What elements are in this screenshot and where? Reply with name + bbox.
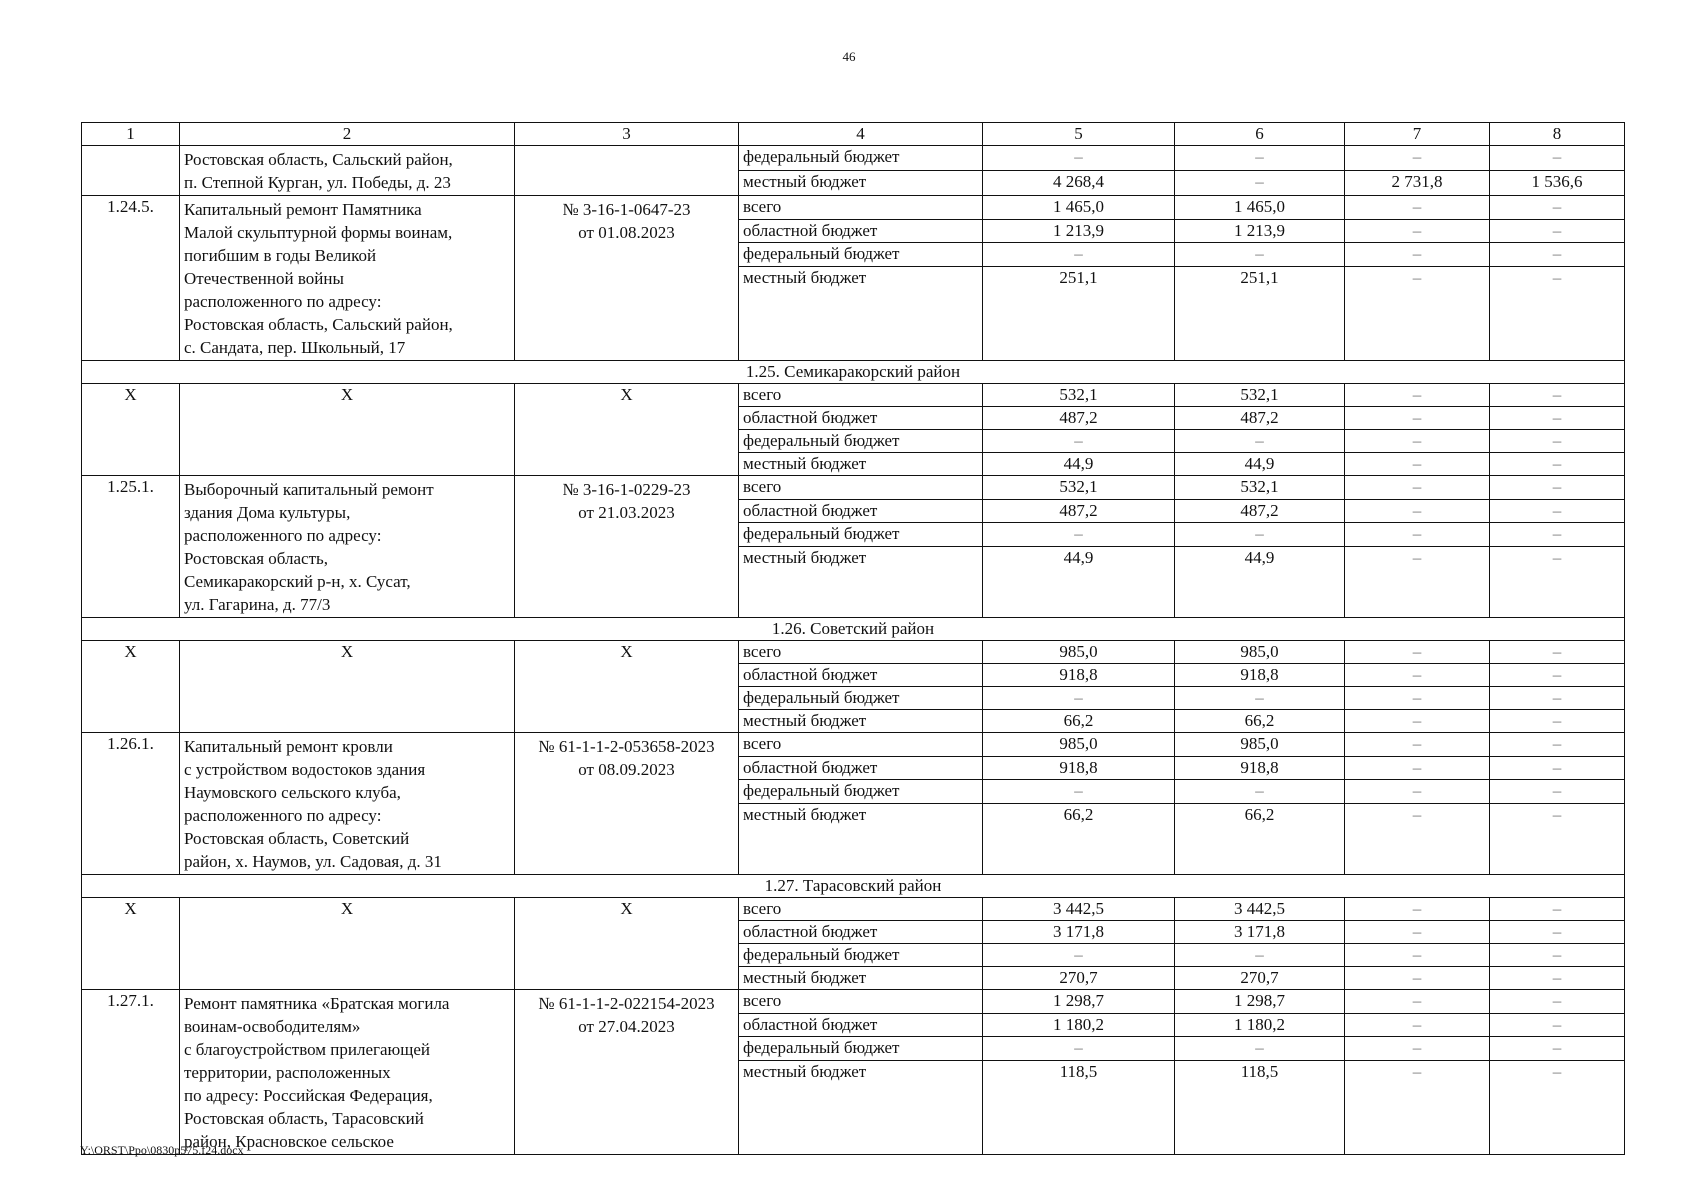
- value-cell: –: [1345, 1037, 1490, 1061]
- value-cell: –: [1490, 967, 1625, 990]
- value-cell: –: [1490, 921, 1625, 944]
- value-cell: –: [1490, 523, 1625, 547]
- value-cell: 532,1: [983, 476, 1175, 500]
- x-marker: X: [82, 641, 180, 733]
- value-cell: 985,0: [1175, 733, 1345, 757]
- value-cell: –: [1175, 243, 1345, 267]
- value-cell: 3 442,5: [983, 898, 1175, 921]
- value-cell: –: [1345, 1013, 1490, 1037]
- value-cell: –: [1490, 1013, 1625, 1037]
- budget-label: федеральный бюджет: [739, 146, 983, 171]
- budget-label: местный бюджет: [739, 453, 983, 476]
- budget-label: областной бюджет: [739, 499, 983, 523]
- value-cell: –: [1175, 430, 1345, 453]
- value-cell: 985,0: [983, 641, 1175, 664]
- value-cell: 1 536,6: [1490, 171, 1625, 196]
- value-cell: –: [1345, 407, 1490, 430]
- value-cell: –: [1175, 1037, 1345, 1061]
- page-number: 46: [842, 49, 856, 64]
- budget-label: всего: [739, 384, 983, 407]
- value-cell: –: [1490, 453, 1625, 476]
- value-cell: –: [1345, 384, 1490, 407]
- value-cell: –: [1490, 664, 1625, 687]
- value-cell: 1 213,9: [983, 219, 1175, 243]
- budget-label: всего: [739, 733, 983, 757]
- item-number: 1.25.1.: [82, 476, 180, 618]
- value-cell: –: [1490, 710, 1625, 733]
- value-cell: –: [1175, 523, 1345, 547]
- description-cell: Ростовская область, Сальский район, п. Степной Курган, ул. Победы, д. 23: [180, 146, 515, 196]
- table-row: [82, 641, 1625, 664]
- value-cell: –: [983, 243, 1175, 267]
- budget-label: местный бюджет: [739, 546, 983, 617]
- value-cell: –: [1345, 756, 1490, 780]
- value-cell: 251,1: [983, 266, 1175, 360]
- budget-label: областной бюджет: [739, 921, 983, 944]
- section-title: 1.25. Семикаракорский район: [82, 361, 1625, 384]
- document-number: № 3-16-1-0647-23 от 01.08.2023: [515, 196, 739, 361]
- value-cell: –: [1490, 196, 1625, 220]
- value-cell: –: [1345, 453, 1490, 476]
- value-cell: –: [1345, 898, 1490, 921]
- item-number: 1.24.5.: [82, 196, 180, 361]
- value-cell: 1 180,2: [1175, 1013, 1345, 1037]
- section-row: [82, 361, 1625, 384]
- budget-label: областной бюджет: [739, 1013, 983, 1037]
- value-cell: 985,0: [983, 733, 1175, 757]
- value-cell: 44,9: [983, 546, 1175, 617]
- x-marker: X: [515, 898, 739, 990]
- value-cell: –: [1490, 687, 1625, 710]
- value-cell: 918,8: [983, 664, 1175, 687]
- value-cell: –: [1345, 641, 1490, 664]
- x-marker: X: [515, 384, 739, 476]
- value-cell: –: [1490, 219, 1625, 243]
- value-cell: –: [1345, 803, 1490, 874]
- value-cell: 918,8: [1175, 664, 1345, 687]
- value-cell: 270,7: [1175, 967, 1345, 990]
- header-cell: 2: [180, 123, 515, 146]
- x-marker: X: [180, 384, 515, 476]
- value-cell: –: [1490, 944, 1625, 967]
- value-cell: 1 213,9: [1175, 219, 1345, 243]
- value-cell: –: [1345, 687, 1490, 710]
- value-cell: –: [1175, 944, 1345, 967]
- value-cell: –: [1345, 430, 1490, 453]
- value-cell: 487,2: [983, 499, 1175, 523]
- value-cell: –: [1345, 990, 1490, 1014]
- value-cell: 118,5: [1175, 1060, 1345, 1154]
- budget-label: местный бюджет: [739, 803, 983, 874]
- value-cell: –: [983, 430, 1175, 453]
- value-cell: –: [1490, 384, 1625, 407]
- table-row: [82, 384, 1625, 407]
- value-cell: –: [1175, 780, 1345, 804]
- value-cell: 487,2: [1175, 407, 1345, 430]
- header-cell: 5: [983, 123, 1175, 146]
- section-row: [82, 875, 1625, 898]
- value-cell: –: [1345, 780, 1490, 804]
- number-cell: [82, 146, 180, 196]
- item-number: 1.26.1.: [82, 733, 180, 875]
- value-cell: 918,8: [983, 756, 1175, 780]
- x-marker: X: [180, 641, 515, 733]
- value-cell: 118,5: [983, 1060, 1175, 1154]
- value-cell: –: [983, 780, 1175, 804]
- table-row: [82, 733, 1625, 757]
- section-title: 1.26. Советский район: [82, 618, 1625, 641]
- budget-label: федеральный бюджет: [739, 1037, 983, 1061]
- item-description: Ремонт памятника «Братская могила воинам-освободителям» с благоустройством прилегающей территории, расположенных по адресу: Российская Федерация, Ростовская область, Тарасовский район, Красновское сельское: [180, 990, 515, 1155]
- budget-label: областной бюджет: [739, 756, 983, 780]
- value-cell: –: [1345, 266, 1490, 360]
- value-cell: –: [1175, 687, 1345, 710]
- value-cell: –: [1345, 733, 1490, 757]
- value-cell: 3 171,8: [1175, 921, 1345, 944]
- value-cell: 918,8: [1175, 756, 1345, 780]
- x-marker: X: [180, 898, 515, 990]
- value-cell: 1 298,7: [983, 990, 1175, 1014]
- budget-label: всего: [739, 898, 983, 921]
- document-number: № 3-16-1-0229-23 от 21.03.2023: [515, 476, 739, 618]
- value-cell: –: [1345, 196, 1490, 220]
- value-cell: 985,0: [1175, 641, 1345, 664]
- value-cell: –: [1490, 546, 1625, 617]
- table-row: [82, 196, 1625, 220]
- value-cell: –: [1345, 664, 1490, 687]
- budget-label: федеральный бюджет: [739, 243, 983, 267]
- section-row: [82, 618, 1625, 641]
- header-row: [82, 123, 1625, 146]
- budget-table: [81, 122, 1625, 1155]
- budget-label: областной бюджет: [739, 664, 983, 687]
- budget-label: местный бюджет: [739, 967, 983, 990]
- budget-label: всего: [739, 196, 983, 220]
- value-cell: 1 298,7: [1175, 990, 1345, 1014]
- budget-label: областной бюджет: [739, 407, 983, 430]
- budget-label: всего: [739, 476, 983, 500]
- value-cell: –: [1490, 1037, 1625, 1061]
- value-cell: 532,1: [983, 384, 1175, 407]
- value-cell: –: [1490, 990, 1625, 1014]
- budget-label: федеральный бюджет: [739, 780, 983, 804]
- document-cell: [515, 146, 739, 196]
- table-row: [82, 476, 1625, 500]
- value-cell: 44,9: [983, 453, 1175, 476]
- value-cell: 66,2: [983, 803, 1175, 874]
- value-cell: –: [1490, 780, 1625, 804]
- value-cell: 532,1: [1175, 476, 1345, 500]
- value-cell: 1 465,0: [1175, 196, 1345, 220]
- value-cell: –: [1490, 430, 1625, 453]
- value-cell: –: [1490, 756, 1625, 780]
- item-number: 1.27.1.: [82, 990, 180, 1155]
- value-cell: 44,9: [1175, 453, 1345, 476]
- value-cell: –: [983, 523, 1175, 547]
- value-cell: 251,1: [1175, 266, 1345, 360]
- budget-label: федеральный бюджет: [739, 523, 983, 547]
- table-body: [82, 123, 1625, 1155]
- budget-label: местный бюджет: [739, 266, 983, 360]
- value-cell: 66,2: [983, 710, 1175, 733]
- item-description: Капитальный ремонт кровли с устройством водостоков здания Наумовского сельского клуба, расположенного по адресу: Ростовская область, Советский район, х. Наумов, ул. Садовая, д. 31: [180, 733, 515, 875]
- value-cell: 44,9: [1175, 546, 1345, 617]
- x-marker: X: [82, 384, 180, 476]
- value-cell: –: [983, 146, 1175, 171]
- value-cell: 66,2: [1175, 803, 1345, 874]
- budget-label: местный бюджет: [739, 171, 983, 196]
- item-description: Капитальный ремонт Памятника Малой скульптурной формы воинам, погибшим в годы Великой Отечественной войны расположенного по адресу: Ростовская область, Сальский район, с. Сандата, пер. Школьный, 17: [180, 196, 515, 361]
- budget-label: всего: [739, 990, 983, 1014]
- value-cell: 270,7: [983, 967, 1175, 990]
- table-row: [82, 898, 1625, 921]
- value-cell: 1 180,2: [983, 1013, 1175, 1037]
- value-cell: –: [1345, 967, 1490, 990]
- value-cell: –: [1490, 146, 1625, 171]
- x-marker: X: [515, 641, 739, 733]
- footer-file-path: Y:\ORST\Ppo\0830p575.f24.docx: [80, 1143, 244, 1157]
- budget-label: федеральный бюджет: [739, 430, 983, 453]
- value-cell: –: [1345, 546, 1490, 617]
- value-cell: –: [1490, 641, 1625, 664]
- document-number: № 61-1-1-2-053658-2023 от 08.09.2023: [515, 733, 739, 875]
- section-title: 1.27. Тарасовский район: [82, 875, 1625, 898]
- budget-label: местный бюджет: [739, 710, 983, 733]
- value-cell: –: [1490, 1060, 1625, 1154]
- table-row: [82, 146, 1625, 171]
- value-cell: –: [1345, 499, 1490, 523]
- value-cell: –: [1490, 266, 1625, 360]
- document-number: № 61-1-1-2-022154-2023 от 27.04.2023: [515, 990, 739, 1155]
- value-cell: –: [1345, 243, 1490, 267]
- value-cell: –: [983, 1037, 1175, 1061]
- value-cell: 532,1: [1175, 384, 1345, 407]
- value-cell: –: [1490, 243, 1625, 267]
- value-cell: –: [1490, 733, 1625, 757]
- value-cell: –: [1345, 146, 1490, 171]
- header-cell: 6: [1175, 123, 1345, 146]
- x-marker: X: [82, 898, 180, 990]
- value-cell: –: [1345, 523, 1490, 547]
- value-cell: 4 268,4: [983, 171, 1175, 196]
- budget-label: всего: [739, 641, 983, 664]
- value-cell: –: [1490, 803, 1625, 874]
- table-row: [82, 990, 1625, 1014]
- header-cell: 7: [1345, 123, 1490, 146]
- value-cell: –: [1345, 944, 1490, 967]
- value-cell: –: [1490, 476, 1625, 500]
- budget-label: местный бюджет: [739, 1060, 983, 1154]
- header-cell: 4: [739, 123, 983, 146]
- item-description: Выборочный капитальный ремонт здания Дома культуры, расположенного по адресу: Ростовская область, Семикаракорский р-н, х. Сусат, ул. Гагарина, д. 77/3: [180, 476, 515, 618]
- header-cell: 3: [515, 123, 739, 146]
- value-cell: 487,2: [983, 407, 1175, 430]
- value-cell: –: [1345, 476, 1490, 500]
- value-cell: 3 442,5: [1175, 898, 1345, 921]
- value-cell: –: [1345, 219, 1490, 243]
- value-cell: 2 731,8: [1345, 171, 1490, 196]
- value-cell: –: [1345, 1060, 1490, 1154]
- value-cell: –: [1490, 499, 1625, 523]
- budget-label: областной бюджет: [739, 219, 983, 243]
- value-cell: 66,2: [1175, 710, 1345, 733]
- value-cell: –: [1490, 898, 1625, 921]
- value-cell: 1 465,0: [983, 196, 1175, 220]
- value-cell: –: [1175, 146, 1345, 171]
- value-cell: –: [983, 687, 1175, 710]
- value-cell: –: [1175, 171, 1345, 196]
- value-cell: –: [1345, 921, 1490, 944]
- budget-label: федеральный бюджет: [739, 687, 983, 710]
- value-cell: –: [983, 944, 1175, 967]
- value-cell: 487,2: [1175, 499, 1345, 523]
- header-cell: 8: [1490, 123, 1625, 146]
- value-cell: –: [1345, 710, 1490, 733]
- value-cell: 3 171,8: [983, 921, 1175, 944]
- value-cell: –: [1490, 407, 1625, 430]
- header-cell: 1: [82, 123, 180, 146]
- budget-label: федеральный бюджет: [739, 944, 983, 967]
